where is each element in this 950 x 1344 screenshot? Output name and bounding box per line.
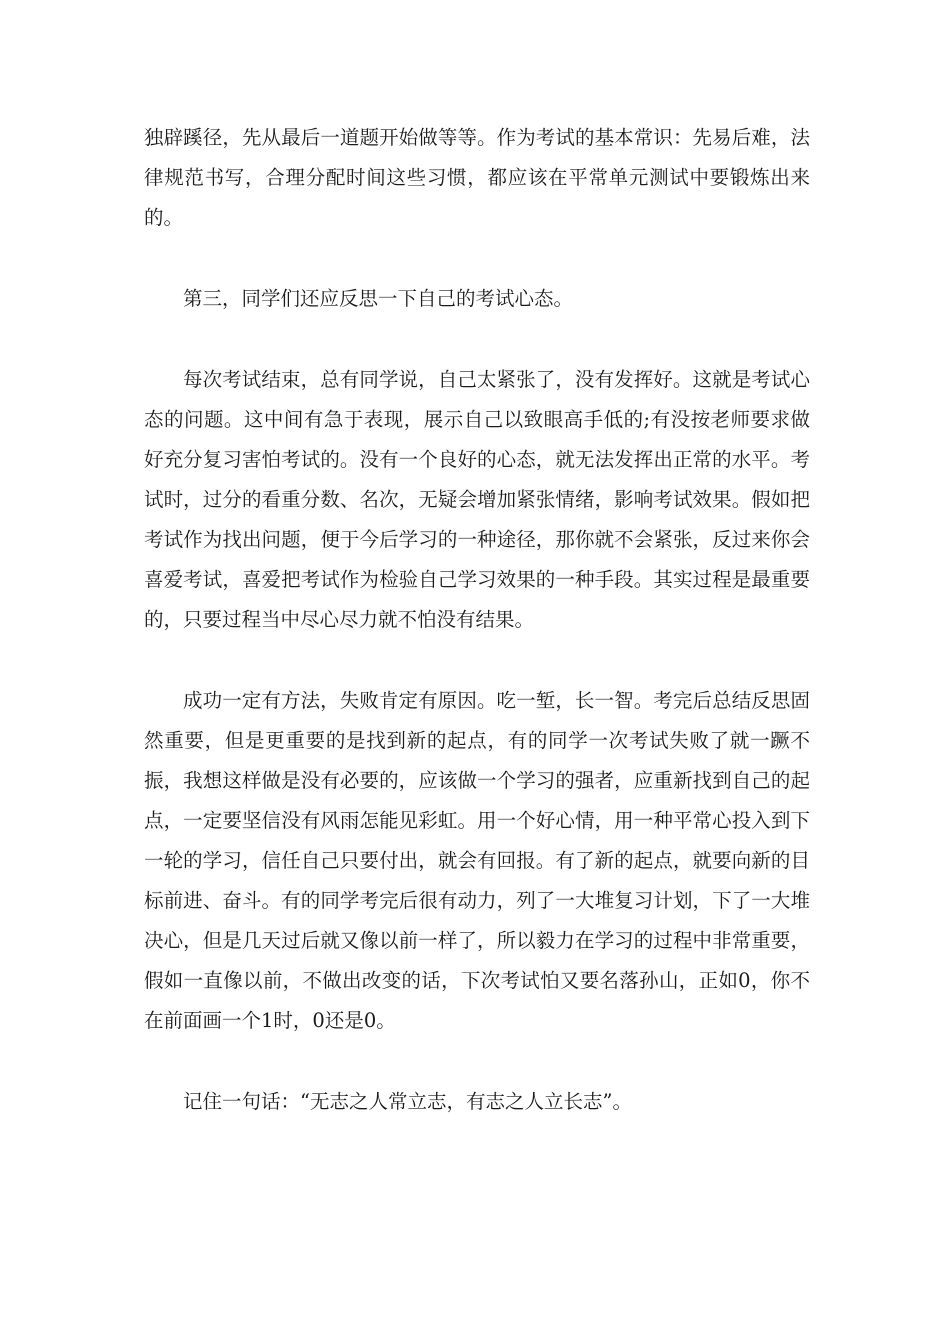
paragraph-1: 独辟蹊径，先从最后一道题开始做等等。作为考试的基本常识：先易后难，法律规范书写，合理分配时间这些习惯，都应该在平常单元测试中要锻炼出来的。 <box>144 126 810 229</box>
paragraph-2: 第三，同学们还应反思一下自己的考试心态。 <box>183 287 574 310</box>
paragraph-4: 成功一定有方法，失败肯定有原因。吃一堑，长一智。考完后总结反思固然重要，但是更重要的是找到新的起点，有的同学一次考试失败了就一蹶不振，我想这样做是没有必要的，应该做一个学习的强者，应重新找到自己的起点，一定要坚信没有风雨怎能见彩虹。用一个好心情，用一种平常心投入到下一轮的学习，信任自己只要付出，就会有回报。有了新的起点，就要向新的目标前进、奋斗。有的同学考完后很有动力，列了一大堆复习计划，下了一大堆决心，但是几天过后就又像以前一样了，所以毅力在学习的过程中非常重要，假如一直像以前，不做出改变的话，下次考试怕又要名落孙山，正如0，你不在前面画一个1时，0还是0。 <box>144 689 810 1032</box>
paragraph-5: 记住一句话：“无志之人常立志，有志之人立长志”。 <box>183 1090 632 1113</box>
paragraph-3: 每次考试结束，总有同学说，自己太紧张了，没有发挥好。这就是考试心态的问题。这中间有急于表现，展示自己以致眼高手低的;有没按老师要求做好充分复习害怕考试的。没有一个良好的心态，就无法发挥出正常的水平。考试时，过分的看重分数、名次，无疑会增加紧张情绪，影响考试效果。假如把考试作为找出问题，便于今后学习的一种途径，那你就不会紧张，反过来你会喜爱考试，喜爱把考试作为检验自己学习效果的一种手段。其实过程是最重要的，只要过程当中尽心尽力就不怕没有结果。 <box>144 368 810 631</box>
document-body <box>144 118 810 1122</box>
